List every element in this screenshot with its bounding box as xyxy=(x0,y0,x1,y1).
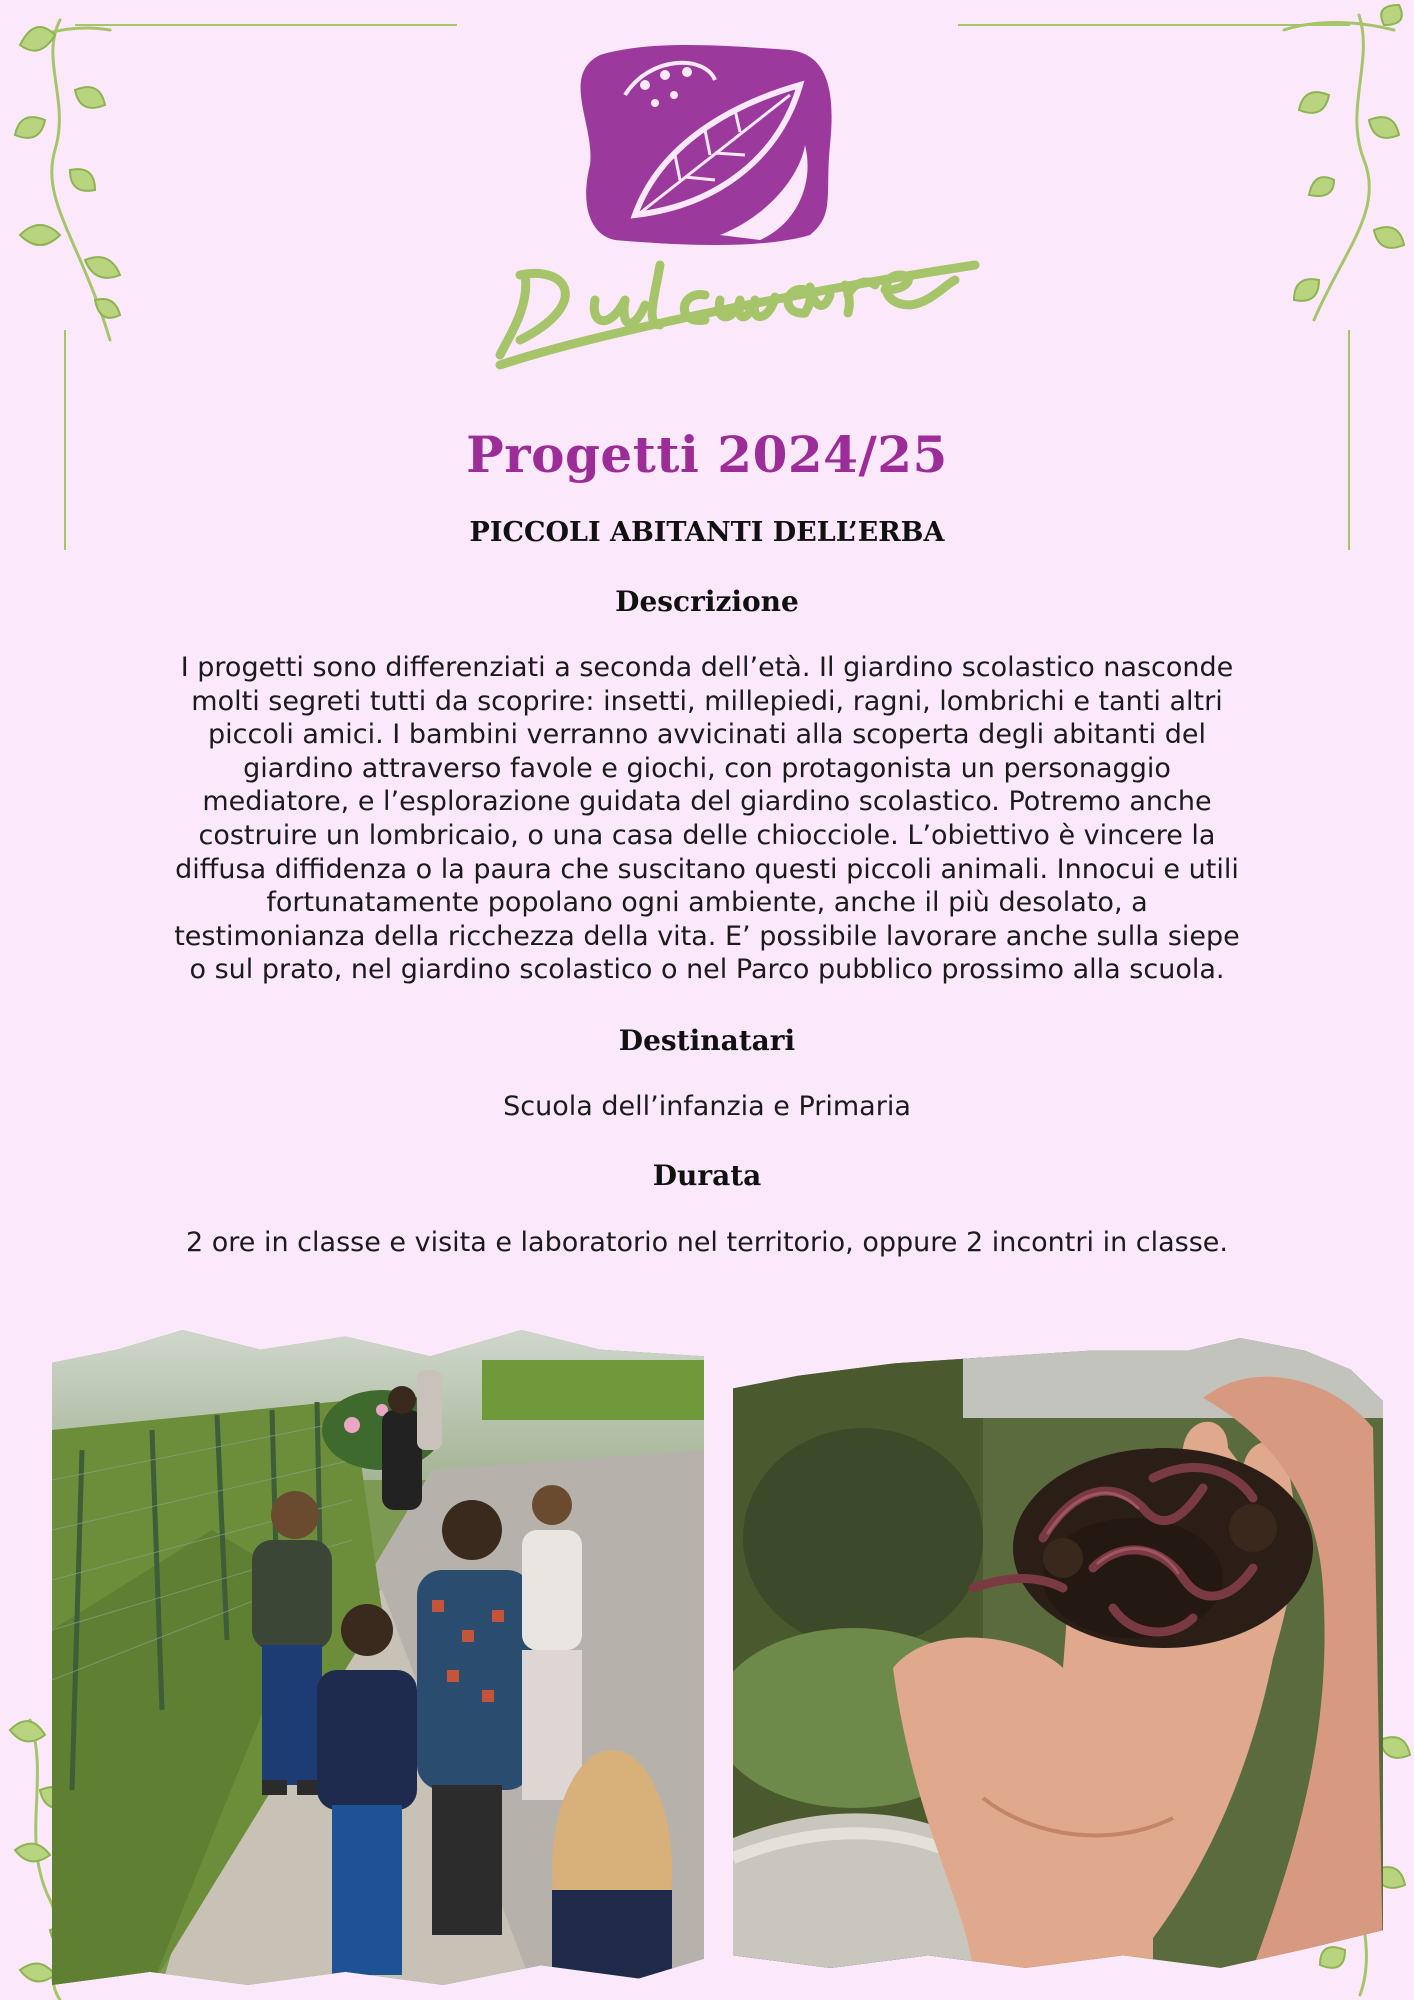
recipients-text: Scuola dell’infanzia e Primaria xyxy=(503,1091,911,1122)
recipients-heading: Destinatari xyxy=(618,1024,796,1057)
description-line: fortunatamente popolano ogni ambiente, anche il più desolato, a xyxy=(266,887,1148,919)
vine-top-left-icon xyxy=(0,0,140,350)
page-title: Progetti 2024/25 xyxy=(466,425,948,484)
photo-children-walking xyxy=(52,1330,704,1985)
description-line: costruire un lombricaio, o una casa delle chiocciole. L’obiettivo è vincere la xyxy=(198,819,1216,851)
project-name: PICCOLI ABITANTI DELL’ERBA xyxy=(469,517,945,548)
photo-earthworms-hands xyxy=(733,1338,1383,1968)
description-line: piccoli amici. I bambini verranno avvicinati alla scoperta degli abitanti del xyxy=(207,719,1207,751)
description-heading: Descrizione xyxy=(615,585,799,618)
duration-heading: Durata xyxy=(652,1159,762,1192)
children-walking-image xyxy=(52,1330,704,1985)
duration-text: 2 ore in classe e visita e laboratorio nel territorio, oppure 2 incontri in classe. xyxy=(186,1227,1228,1258)
earthworms-image xyxy=(733,1338,1383,1968)
dulcamara-logo xyxy=(430,35,990,405)
description-line: giardino attraverso favole e giochi, con protagonista un personaggio xyxy=(243,752,1171,784)
description-line: mediatore, e l’esplorazione guidata del giardino scolastico. Potremo anche xyxy=(202,786,1212,818)
description-line: diffusa diffidenza o la paura che suscitano questi piccoli animali. Innocui e utili xyxy=(175,853,1239,885)
description-line: testimonianza della ricchezza della vita. E’ possibile lavorare anche sulla siepe xyxy=(174,920,1240,952)
description-line: I progetti sono differenziati a seconda dell’età. Il giardino scolastico nasconde xyxy=(180,652,1234,683)
logo-leaf-icon xyxy=(430,35,990,405)
description-text xyxy=(105,651,1309,987)
description-line: molti segreti tutti da scoprire: insetti, millepiedi, ragni, lombrichi e tanti altri xyxy=(191,685,1223,717)
vine-top-right-icon xyxy=(1274,0,1414,330)
description-line: o sul prato, nel giardino scolastico o nel Parco pubblico prossimo alla scuola. xyxy=(189,954,1225,986)
